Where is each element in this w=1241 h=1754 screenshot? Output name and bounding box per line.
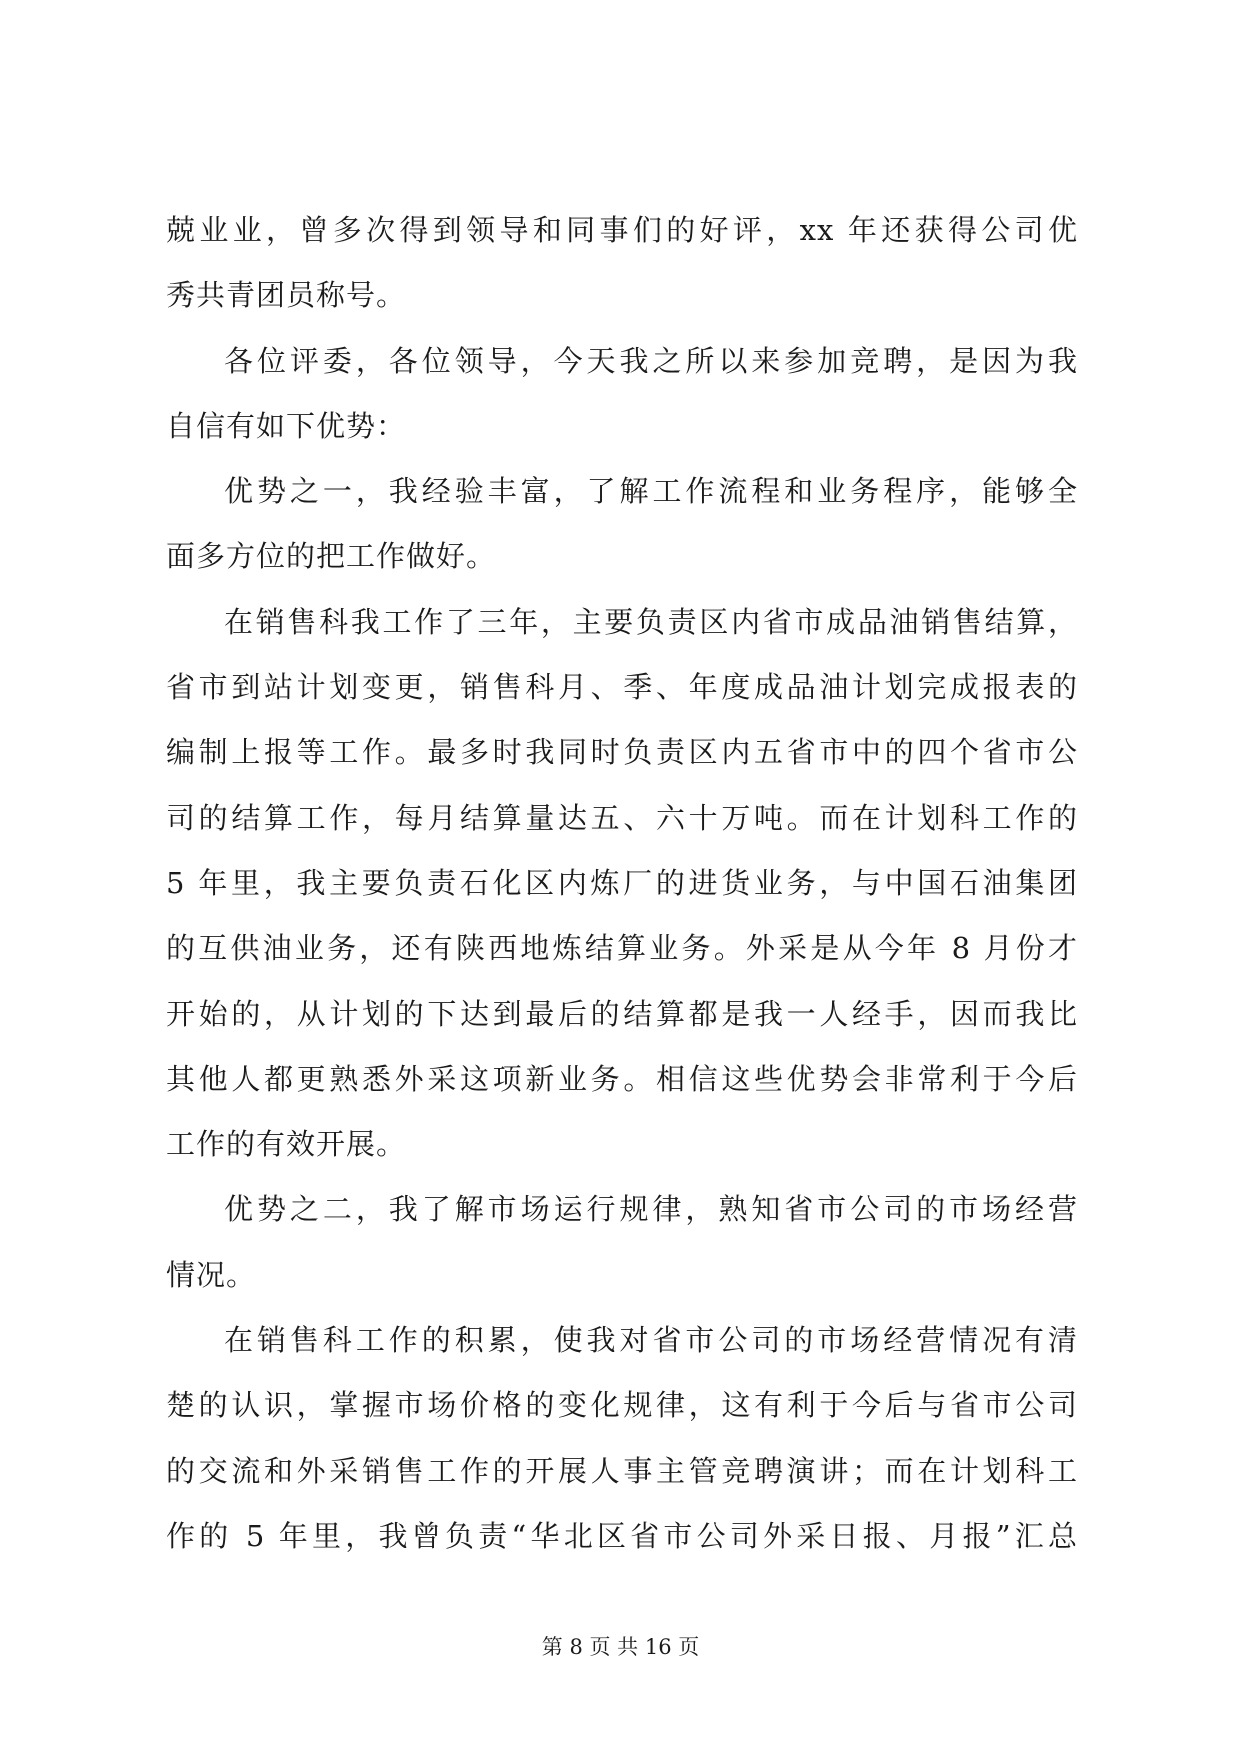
text-line: 开始的，从计划的下达到最后的结算都是我一人经手，因而我比 — [166, 996, 1078, 1031]
text-line: 其他人都更熟悉外采这项新业务。相信这些优势会非常利于今后 — [166, 1061, 1078, 1096]
text-line: 的互供油业务，还有陕西地炼结算业务。外采是从今年 8 月份才 — [166, 931, 1078, 966]
text-line: 司的结算工作，每月结算量达五、六十万吨。而在计划科工作的 — [166, 800, 1078, 835]
text-line: 自信有如下优势： — [166, 408, 407, 443]
text-line: 面多方位的把工作做好。 — [166, 539, 497, 574]
text-line: 楚的认识，掌握市场价格的变化规律，这有利于今后与省市公司 — [166, 1388, 1078, 1423]
text-line: 优势之一，我经验丰富，了解工作流程和业务程序，能够全 — [224, 474, 1078, 509]
text-line: 秀共青团员称号。 — [166, 278, 407, 313]
document-body — [166, 198, 1078, 1569]
text-line: 的交流和外采销售工作的开展人事主管竞聘演讲；而在计划科工 — [166, 1453, 1078, 1488]
text-line: 作的 5 年里，我曾负责“华北区省市公司外采日报、月报”汇总 — [166, 1518, 1078, 1553]
text-line: 兢业业，曾多次得到领导和同事们的好评，xx 年还获得公司优 — [166, 213, 1078, 247]
text-line: 在销售科工作的积累，使我对省市公司的市场经营情况有清 — [224, 1323, 1078, 1358]
text-line: 工作的有效开展。 — [166, 1127, 407, 1162]
text-line: 优势之二，我了解市场运行规律，熟知省市公司的市场经营 — [224, 1192, 1078, 1227]
text-line: 省市到站计划变更，销售科月、季、年度成品油计划完成报表的 — [166, 670, 1078, 705]
text-line: 在销售科我工作了三年，主要负责区内省市成品油销售结算， — [224, 604, 1078, 639]
text-line: 各位评委，各位领导，今天我之所以来参加竞聘，是因为我 — [224, 343, 1078, 378]
text-line: 5 年里，我主要负责石化区内炼厂的进货业务，与中国石油集团 — [166, 865, 1078, 900]
text-line: 情况。 — [166, 1257, 257, 1292]
text-line: 编制上报等工作。最多时我同时负责区内五省市中的四个省市公 — [166, 735, 1078, 770]
page-footer: 第 8 页 共 16 页 — [541, 1635, 700, 1659]
